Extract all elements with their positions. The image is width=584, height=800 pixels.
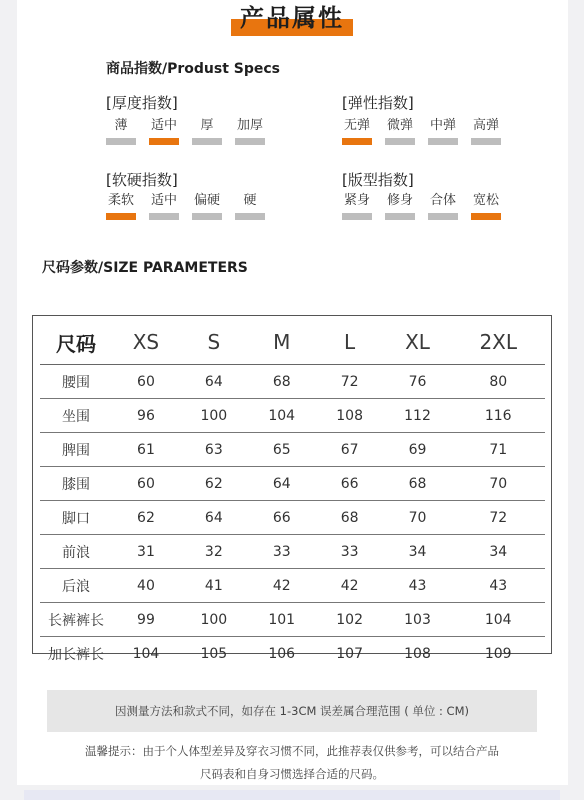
elasticity-option-indicator [428,138,458,145]
table-cell: 43 [451,569,545,603]
table-cell: 41 [180,569,248,603]
header-2xl: 2XL [451,320,545,365]
elasticity-option [342,118,372,145]
table-cell: 100 [180,603,248,637]
elasticity-option-label: 微弹 [386,118,413,133]
elasticity-option-label: 高弹 [472,118,499,133]
table-cell: 102 [316,603,384,637]
row-label: 长裤裤长 [40,603,112,637]
row-label: 加长裤长 [48,646,104,663]
thickness-option-indicator [192,138,222,145]
table-cell: 67 [316,433,384,467]
table-cell: 60 [112,365,180,399]
table-cell: 108 [404,645,431,662]
fit-option-indicator [428,213,458,220]
elasticity-option-indicator [471,138,501,145]
table-cell: 70 [384,501,452,535]
softness-option [235,193,265,220]
table-cell: 33 [316,535,384,569]
tip-line-2: 尺码表和自身习惯选择合适的尺码。 [200,767,384,781]
thickness-option-indicator [149,138,179,145]
elasticity-option-indicator [342,138,372,145]
thickness-option [192,118,222,145]
row-label: 膝围 [40,467,112,501]
table-cell: 76 [384,365,452,399]
fit-option-label: 紧身 [343,193,370,208]
header-xs: XS [112,320,180,365]
table-cell: 64 [180,501,248,535]
table-row [40,399,545,433]
thickness-option-indicator [106,138,136,145]
table-cell: 70 [451,467,545,501]
table-cell: 99 [112,603,180,637]
table-cell: 66 [248,501,316,535]
table-cell: 108 [316,399,384,433]
row-label: 脚口 [40,501,112,535]
softness-option-label: 适中 [150,193,177,208]
softness-option [106,193,136,220]
table-cell: 64 [180,365,248,399]
thickness-option-label: 薄 [114,118,128,133]
table-cell: 65 [248,433,316,467]
size-table [40,320,545,670]
thickness-option-indicator [235,138,265,145]
fit-option-indicator [385,213,415,220]
softness-group-title: [软硬指数] [106,171,178,189]
table-cell: 103 [384,603,452,637]
elasticity-option-label: 无弹 [343,118,370,133]
header-s: S [180,320,248,365]
table-cell: 43 [384,569,452,603]
fit-option [342,193,372,220]
table-cell: 60 [112,467,180,501]
row-label: 坐围 [40,399,112,433]
row-label: 腰围 [40,365,112,399]
table-cell: 32 [180,535,248,569]
fit-option-label: 合体 [429,193,456,208]
table-cell: 80 [451,365,545,399]
elasticity-option-label: 中弹 [429,118,456,133]
elasticity-option [428,118,458,145]
thickness-group-title: [厚度指数] [106,94,178,112]
softness-option-label: 柔软 [107,193,134,208]
table-cell: 68 [384,467,452,501]
elasticity-option [385,118,415,145]
row-label: 后浪 [40,569,112,603]
header-size: 尺码 [40,320,112,365]
fit-option [428,193,458,220]
table-cell: 104 [451,603,545,637]
softness-option-indicator [106,213,136,220]
elasticity-option-indicator [385,138,415,145]
measurement-note: 因测量方法和款式不同，如存在 1-3CM 误差属合理范围 ( 单位 : CM) [47,690,537,732]
specs-heading: 商品指数/Produst Specs [106,61,281,77]
table-cell: 40 [112,569,180,603]
table-row [40,365,545,399]
softness-option-label: 硬 [243,193,257,208]
table-cell: 62 [112,501,180,535]
thickness-option-label: 厚 [200,118,214,133]
table-cell: 42 [248,569,316,603]
table-cell: 101 [248,603,316,637]
table-cell: 104 [248,399,316,433]
thickness-option [235,118,265,145]
table-cell: 72 [451,501,545,535]
table-row [40,501,545,535]
table-cell: 116 [451,399,545,433]
tip-line-1: 温馨提示：由于个人体型差异及穿衣习惯不同，此推荐表仅供参考，可以结合产品 [85,744,499,758]
table-row [40,433,545,467]
table-cell: 66 [316,467,384,501]
table-cell: 100 [180,399,248,433]
table-cell: 33 [248,535,316,569]
thickness-option-label: 适中 [150,118,177,133]
size-table-body [40,365,545,671]
table-cell: 72 [316,365,384,399]
softness-option [149,193,179,220]
table-cell: 68 [316,501,384,535]
table-row [40,535,545,569]
softness-option-indicator [192,213,222,220]
table-row [40,637,545,671]
table-cell: 31 [112,535,180,569]
size-table-header-row [40,320,545,365]
table-cell: 69 [384,433,452,467]
thickness-option-label: 加厚 [236,118,263,133]
table-cell: 105 [200,645,228,662]
page-title: 产品属性 [240,4,344,32]
thickness-option [106,118,136,145]
table-cell: 109 [484,645,512,662]
elasticity-option [471,118,501,145]
table-cell: 34 [384,535,452,569]
softness-option-indicator [235,213,265,220]
softness-option-indicator [149,213,179,220]
table-cell: 107 [336,645,363,662]
elasticity-group-title: [弹性指数] [342,94,414,112]
fit-option-label: 宽松 [472,193,499,208]
fit-option [471,193,501,220]
table-cell: 63 [180,433,248,467]
fit-option-indicator [342,213,372,220]
table-cell: 96 [112,399,180,433]
header-xl: XL [384,320,452,365]
table-row [40,569,545,603]
table-cell: 104 [132,645,160,662]
table-row [40,603,545,637]
table-cell: 64 [248,467,316,501]
softness-option-label: 偏硬 [193,193,220,208]
table-cell: 106 [268,645,296,662]
softness-option [192,193,222,220]
row-label: 脾围 [40,433,112,467]
table-cell: 68 [248,365,316,399]
thickness-option [149,118,179,145]
fit-option [385,193,415,220]
table-cell: 62 [180,467,248,501]
row-label: 前浪 [40,535,112,569]
table-cell: 61 [112,433,180,467]
bottom-strip [24,790,560,800]
header-l: L [316,320,384,365]
table-cell: 42 [316,569,384,603]
header-m: M [248,320,316,365]
fit-option-label: 修身 [386,193,413,208]
fit-group-title: [版型指数] [342,171,414,189]
fit-option-indicator [471,213,501,220]
table-cell: 34 [451,535,545,569]
table-row [40,467,545,501]
table-cell: 71 [451,433,545,467]
size-heading: 尺码参数/SIZE PARAMETERS [42,260,248,276]
table-cell: 112 [384,399,452,433]
